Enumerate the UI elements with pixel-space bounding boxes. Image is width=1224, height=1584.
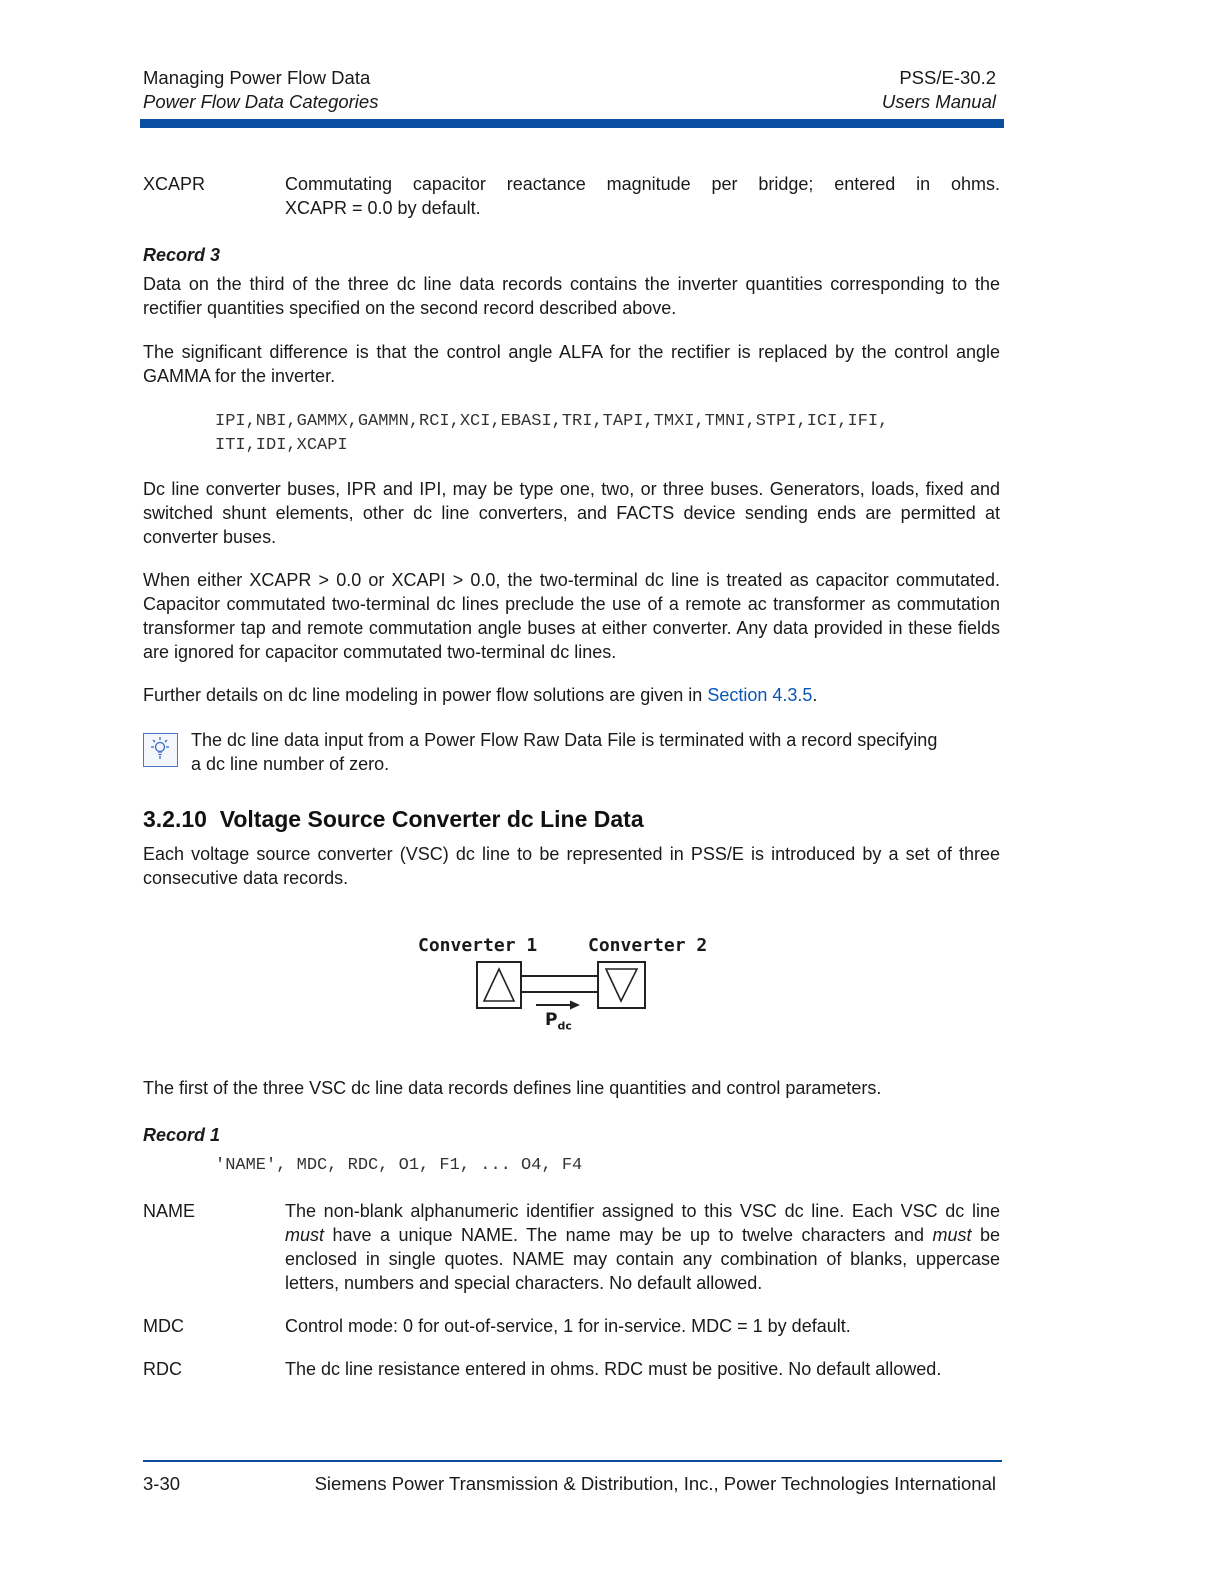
note-line1: The dc line data input from a Power Flow Raw Data File is terminated with a record specifying <box>191 730 938 750</box>
record3-para2: The significant difference is that the control angle ALFA for the rectifier is replaced by the control angle GAMMA for the inverter. <box>143 342 1000 386</box>
converter1-label: Converter 1 <box>418 935 538 956</box>
chapter-title: Managing Power Flow Data <box>143 67 371 88</box>
xcapr-definition <box>285 172 1000 220</box>
section-intro: Each voltage source converter (VSC) dc line to be represented in PSS/E is introduced by a set of three consecutive data records. <box>143 844 1000 888</box>
name-term: NAME <box>143 1201 196 1221</box>
name-definition <box>285 1199 1000 1295</box>
manual-name: Users Manual <box>881 91 996 112</box>
para5-prefix: Further details on dc line modeling in power flow solutions are given in <box>143 685 708 705</box>
name-must-2: must <box>932 1225 972 1245</box>
name-def-part1: The non-blank alphanumeric identifier assigned to this VSC dc line. Each VSC dc line <box>285 1201 1000 1221</box>
power-flow-arrow-icon <box>570 1001 580 1010</box>
section-link[interactable]: Section 4.3.5 <box>707 685 813 705</box>
mdc-term: MDC <box>143 1316 184 1336</box>
record3-heading: Record 3 <box>143 245 221 265</box>
converter2-label: Converter 2 <box>588 935 708 956</box>
record3-para4: When either XCAPR > 0.0 or XCAPI > 0.0, the two-terminal dc line is treated as capacitor commutated. Capacitor commutated two-terminal dc lines preclude the use of a remote ac transformer as commutation transformer tap and remote commutation angle buses at either converter. Any data provided in these fields are ignored for capacitor commutated two-terminal dc lines. <box>143 570 1000 662</box>
footer-org: Siemens Power Transmission & Distribution, Inc., Power Technologies International <box>314 1473 996 1494</box>
page-number: 3-30 <box>143 1473 181 1494</box>
running-header-left <box>143 66 378 114</box>
name-def-part2: have a unique NAME. The name may be up to twelve characters and <box>324 1225 933 1245</box>
record3-para5 <box>143 683 1000 707</box>
converter2-triangle-icon <box>606 969 637 1001</box>
pdc-sub: dc <box>557 1019 572 1033</box>
pdc-label <box>545 1010 572 1032</box>
name-def-part3: be enclosed in single quotes. NAME may contain any combination of blanks, uppercase letters, numbers and special characters. No default allowed. <box>285 1225 1000 1293</box>
record3-para3: Dc line converter buses, IPR and IPI, may be type one, two, or three buses. Generators, loads, fixed and switched shunt elements, other dc line converters, and FACTS device sending ends are permitted at converter buses. <box>143 479 1000 547</box>
xcapr-term: XCAPR <box>143 174 206 194</box>
note-text <box>191 728 1001 776</box>
code-line2: ITI,IDI,XCAPI <box>215 436 348 455</box>
note-line2: a dc line number of zero. <box>191 754 390 774</box>
record3-code <box>215 410 888 458</box>
section-heading: 3.2.10 Voltage Source Converter dc Line Data <box>143 806 644 832</box>
para5-suffix: . <box>812 685 818 705</box>
record1-code: 'NAME', MDC, RDC, O1, F1, ... O4, F4 <box>215 1156 583 1175</box>
xcapr-def-line1: Commutating capacitor reactance magnitude per bridge; entered in ohms. <box>285 174 1000 194</box>
section-title: Power Flow Data Categories <box>143 91 379 112</box>
product-version: PSS/E-30.2 <box>899 67 996 88</box>
xcapr-def-line2: XCAPR = 0.0 by default. <box>285 198 481 218</box>
header-rule <box>140 119 1004 128</box>
rdc-definition: The dc line resistance entered in ohms. RDC must be positive. No default allowed. <box>285 1359 942 1379</box>
name-must-1: must <box>285 1225 325 1245</box>
code-line1: IPI,NBI,GAMMX,GAMMN,RCI,XCI,EBASI,TRI,TAPI,TMXI,TMNI,STPI,ICI,IFI, <box>215 412 889 431</box>
mdc-definition: Control mode: 0 for out-of-service, 1 for in-service. MDC = 1 by default. <box>285 1316 851 1336</box>
running-header-right <box>882 66 996 114</box>
lightbulb-note-icon <box>143 733 178 767</box>
rdc-term: RDC <box>143 1359 182 1379</box>
pdc-main: P <box>545 1010 558 1030</box>
footer-rule <box>143 1460 1002 1462</box>
record1-heading: Record 1 <box>143 1125 221 1145</box>
converter1-triangle-icon <box>484 969 514 1001</box>
record3-para1: Data on the third of the three dc line data records contains the inverter quantities corresponding to the rectifier quantities specified on the second record described above. <box>143 274 1000 318</box>
after-diagram-text: The first of the three VSC dc line data records defines line quantities and control parameters. <box>143 1078 882 1098</box>
